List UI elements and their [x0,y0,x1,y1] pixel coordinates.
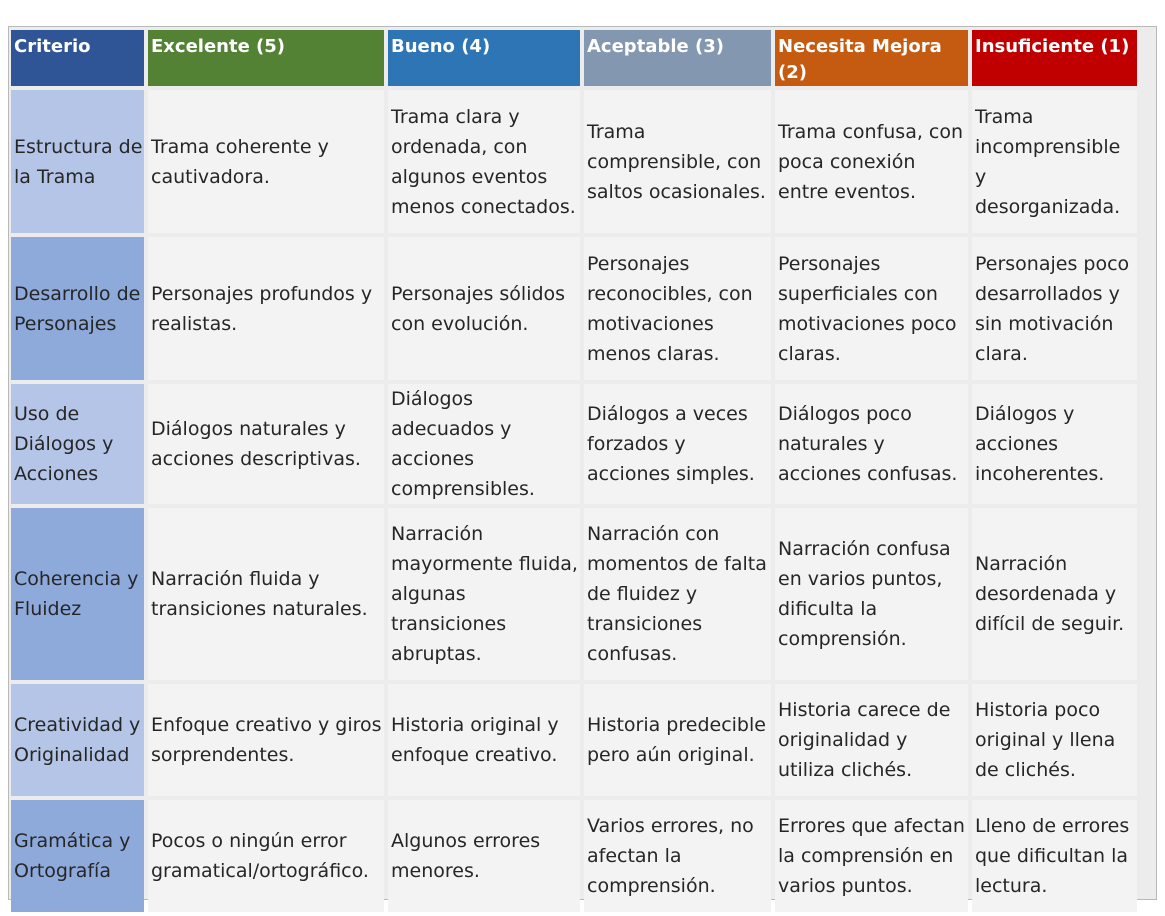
criterio-cell: Creatividad y Originalidad [11,684,144,796]
excelente-cell: Personajes profundos y realistas. [148,237,384,380]
bueno-cell: Personajes sólidos con evolución. [388,237,580,380]
header-necesita-mejora: Necesita Mejora (2) [775,30,968,86]
table-row [11,90,1137,233]
insuficiente-cell: Trama incomprensible y desorganizada. [972,90,1137,233]
header-excelente: Excelente (5) [148,30,384,86]
header-bueno: Bueno (4) [388,30,580,86]
header-row [11,30,1137,86]
insuficiente-cell: Narración desordenada y difícil de seguir. [972,508,1137,680]
criterio-cell: Gramática y Ortografía [11,800,144,912]
insuficiente-cell: Lleno de errores que dificultan la lectura. [972,800,1137,912]
aceptable-cell: Trama comprensible, con saltos ocasionales. [584,90,771,233]
bueno-cell: Narración mayormente fluida, algunas transiciones abruptas. [388,508,580,680]
bueno-cell: Algunos errores menores. [388,800,580,912]
aceptable-cell: Personajes reconocibles, con motivaciones menos claras. [584,237,771,380]
excelente-cell: Trama coherente y cautivadora. [148,90,384,233]
header-insuficiente: Insuficiente (1) [972,30,1137,86]
necesita-mejora-cell: Personajes superficiales con motivaciones poco claras. [775,237,968,380]
excelente-cell: Pocos o ningún error gramatical/ortográfico. [148,800,384,912]
bueno-cell: Historia original y enfoque creativo. [388,684,580,796]
table-row [11,237,1137,380]
rubric-table-frame [8,26,1157,900]
header-criterio: Criterio [11,30,144,86]
excelente-cell: Diálogos naturales y acciones descriptivas. [148,384,384,504]
aceptable-cell: Historia predecible pero aún original. [584,684,771,796]
excelente-cell: Enfoque creativo y giros sorprendentes. [148,684,384,796]
insuficiente-cell: Personajes poco desarrollados y sin motivación clara. [972,237,1137,380]
criterio-cell: Uso de Diálogos y Acciones [11,384,144,504]
necesita-mejora-cell: Historia carece de originalidad y utiliza clichés. [775,684,968,796]
table-row [11,800,1137,912]
criterio-cell: Desarrollo de Personajes [11,237,144,380]
table-row [11,508,1137,680]
excelente-cell: Narración fluida y transiciones naturales. [148,508,384,680]
bueno-cell: Trama clara y ordenada, con algunos eventos menos conectados. [388,90,580,233]
aceptable-cell: Diálogos a veces forzados y acciones simples. [584,384,771,504]
necesita-mejora-cell: Diálogos poco naturales y acciones confusas. [775,384,968,504]
bueno-cell: Diálogos adecuados y acciones comprensibles. [388,384,580,504]
header-aceptable: Aceptable (3) [584,30,771,86]
necesita-mejora-cell: Narración confusa en varios puntos, dificulta la comprensión. [775,508,968,680]
rubric-table [7,26,1141,916]
aceptable-cell: Narración con momentos de falta de fluidez y transiciones confusas. [584,508,771,680]
insuficiente-cell: Diálogos y acciones incoherentes. [972,384,1137,504]
criterio-cell: Estructura de la Trama [11,90,144,233]
table-row [11,384,1137,504]
criterio-cell: Coherencia y Fluidez [11,508,144,680]
necesita-mejora-cell: Trama confusa, con poca conexión entre eventos. [775,90,968,233]
necesita-mejora-cell: Errores que afectan la comprensión en varios puntos. [775,800,968,912]
table-row [11,684,1137,796]
insuficiente-cell: Historia poco original y llena de clichés. [972,684,1137,796]
aceptable-cell: Varios errores, no afectan la comprensión. [584,800,771,912]
